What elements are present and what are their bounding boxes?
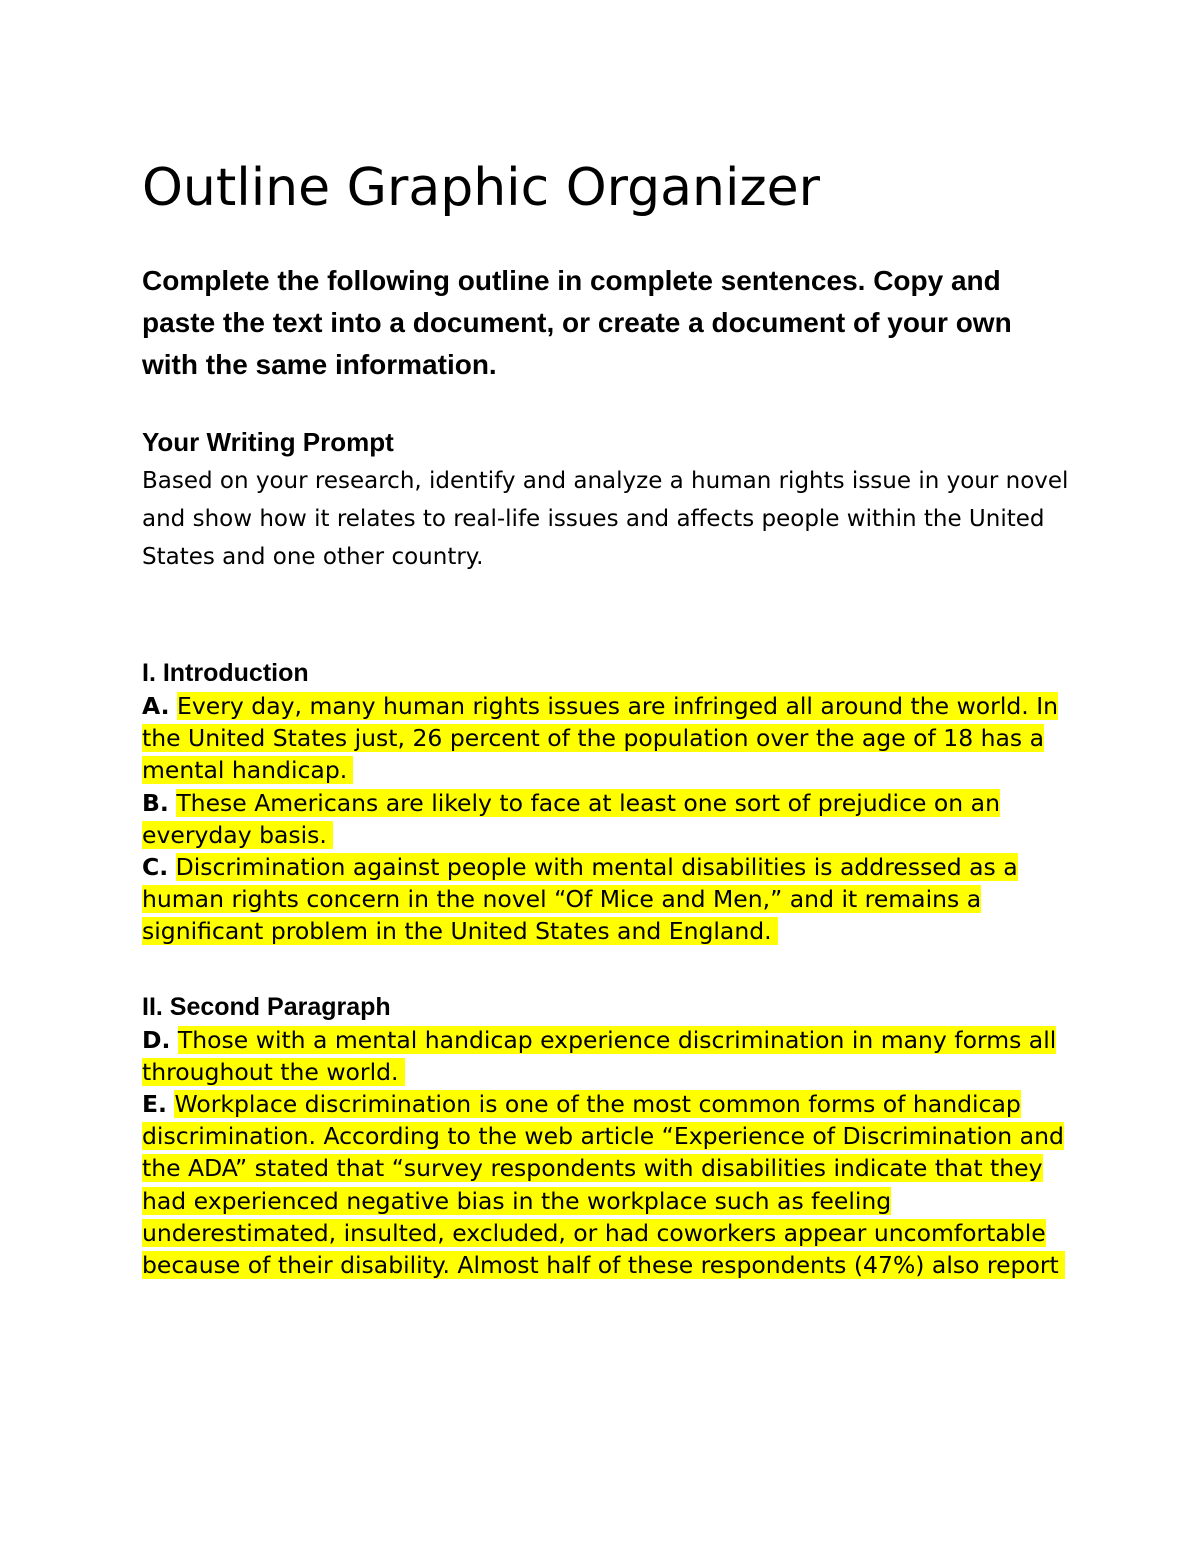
section-heading-introduction: I. Introduction	[142, 659, 309, 687]
highlighted-text: Those with a mental handicap experience discrimination in many forms all throughout the world.	[142, 1025, 1057, 1086]
outline-item-c	[142, 851, 1072, 948]
prompt-text: Based on your research, identify and analyze a human rights issue in your novel and show how it relates to real-life issues and affects people within the United States and one other country.	[142, 468, 1069, 570]
outline-item-d	[142, 1024, 1072, 1088]
outline-item-b	[142, 787, 1072, 851]
item-letter: A.	[142, 692, 170, 720]
instructions-text: Complete the following outline in complete sentences. Copy and paste the text into a document, or create a document of your own with the same information.	[142, 265, 1012, 380]
item-letter: E.	[142, 1090, 167, 1119]
outline-section-second-paragraph	[142, 1024, 1072, 1282]
highlighted-text: These Americans are likely to face at least one sort of prejudice on an everyday basis.	[142, 788, 1000, 849]
item-letter: C.	[142, 853, 169, 882]
item-letter: B.	[142, 788, 169, 817]
highlighted-text: Workplace discrimination is one of the most common forms of handicap discrimination. According to the web article “Experience of Discrimination and the ADA” stated that “survey respondents with disabilities indicate that they had experienced negative bias in the workplace such as feeling underestimated, insulted, excluded, or had coworkers appear uncomfortable because of their disability. Almost half of these respondents (47%) also report	[142, 1090, 1064, 1280]
outline-item-a	[142, 690, 1072, 787]
document-title: Outline Graphic Organizer	[142, 158, 821, 218]
document-page	[142, 150, 1072, 1323]
highlighted-text: Discrimination against people with mental disabilities is addressed as a human rights concern in the novel “Of Mice and Men,” and it remains a significant problem in the United States and England.	[142, 853, 1018, 946]
item-letter: D.	[142, 1025, 171, 1054]
outline-item-e	[142, 1088, 1072, 1281]
outline-section-introduction	[142, 690, 1072, 948]
section-heading-second-paragraph: II. Second Paragraph	[142, 992, 391, 1021]
prompt-heading: Your Writing Prompt	[142, 427, 394, 457]
highlighted-text: Every day, many human rights issues are infringed all around the world. In the United States just, 26 percent of the population over the age of 18 has a mental handicap.	[142, 692, 1059, 785]
